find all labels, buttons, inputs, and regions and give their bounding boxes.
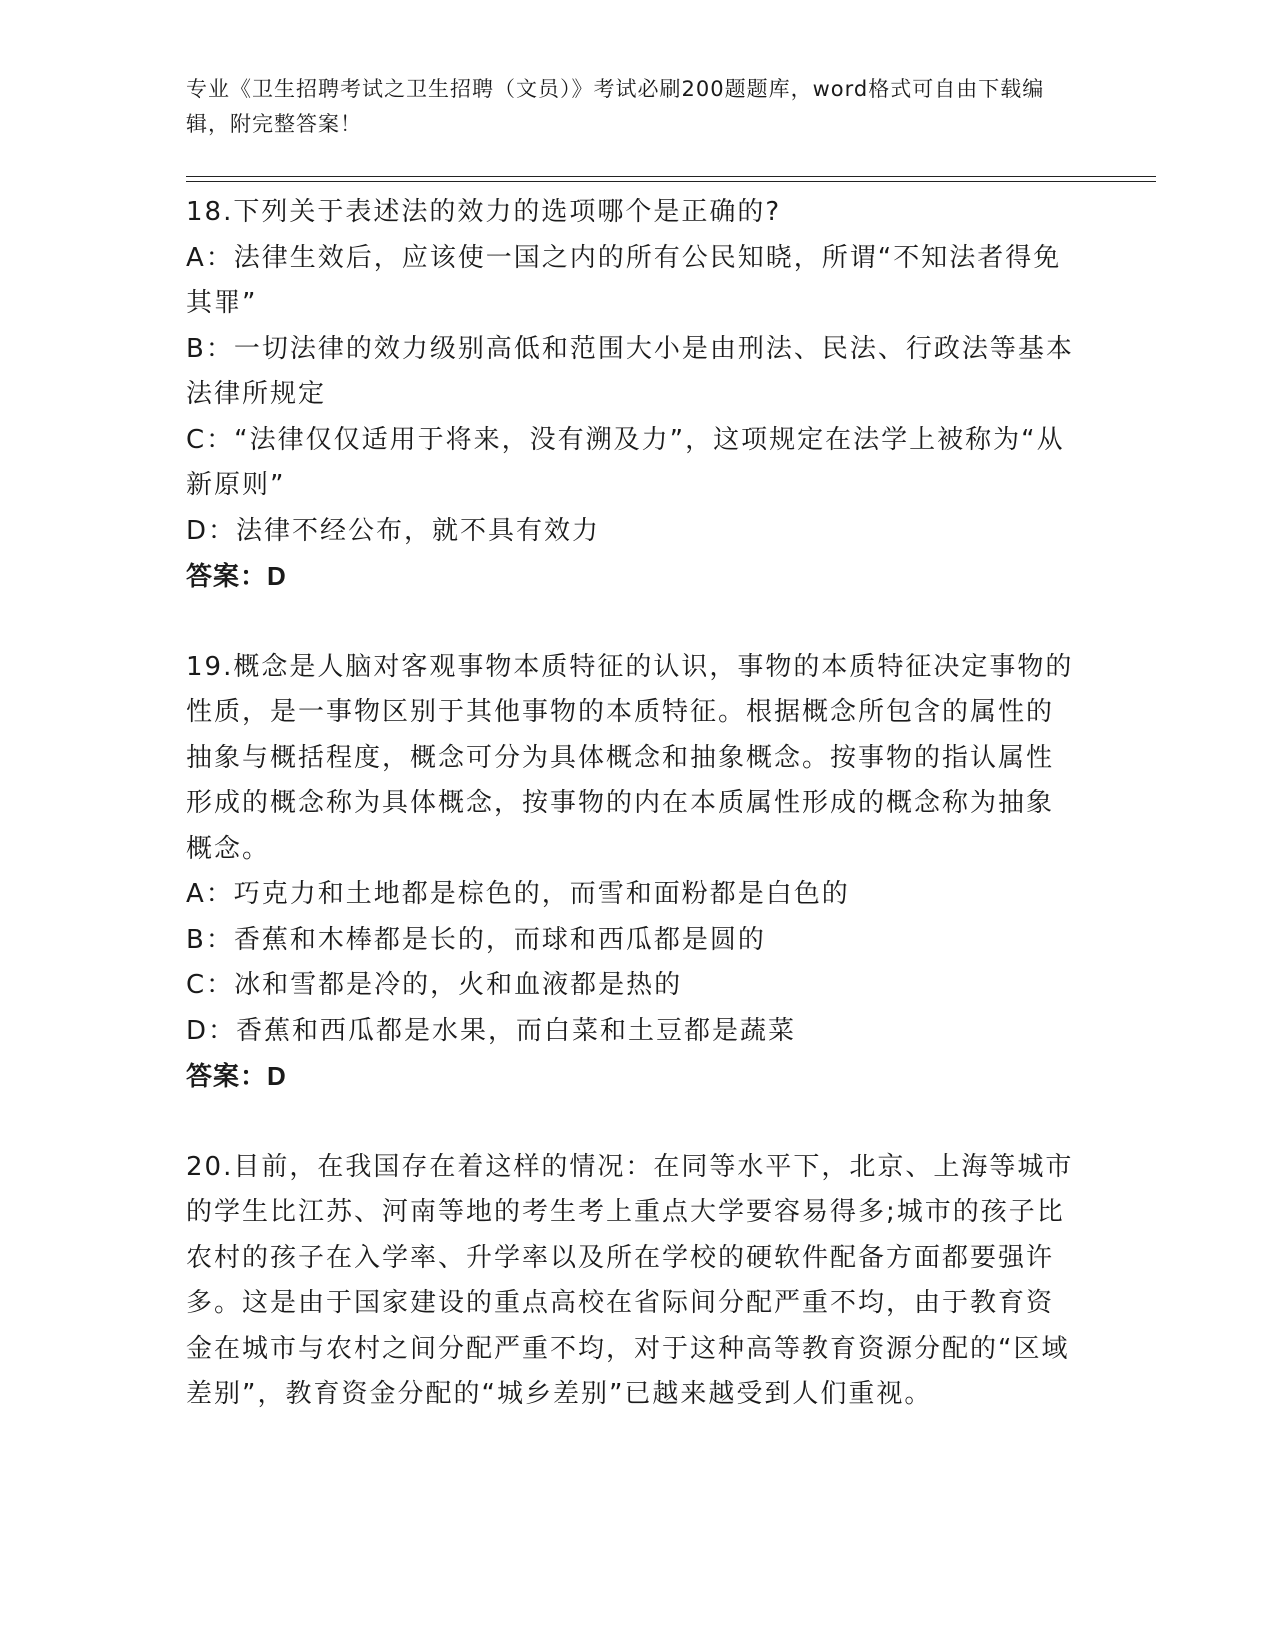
question-20 — [186, 1145, 1076, 1418]
option-a: A：巧克力和土地都是棕色的，而雪和面粉都是白色的 — [186, 879, 850, 909]
option-a: A：法律生效后，应该使一国之内的所有公民知晓，所谓“不知法者得免其罪” — [186, 242, 1062, 318]
option-d: D：法律不经公布，就不具有效力 — [186, 515, 601, 546]
question-stem: 18.下列关于表述法的效力的选项哪个是正确的? — [186, 197, 782, 227]
option-c: C：冰和雪都是冷的，火和血液都是热的 — [186, 970, 683, 1000]
answer-label: 答案：D — [186, 561, 287, 591]
question-list — [186, 190, 1076, 1418]
option-c: C：“法律仅仅适用于将来，没有溯及力”，这项规定在法学上被称为“从新原则” — [186, 424, 1065, 500]
answer-label: 答案：D — [186, 1061, 287, 1091]
question-18 — [186, 190, 1076, 600]
option-b: B：香蕉和木棒都是长的，而球和西瓜都是圆的 — [186, 924, 766, 955]
header-divider-top — [186, 176, 1156, 177]
question-19 — [186, 645, 1076, 1100]
document-header: 专业《卫生招聘考试之卫生招聘（文员）》考试必刷200题题库，word格式可自由下载编辑，附完整答案！ — [186, 77, 1045, 136]
header-divider-bottom — [186, 181, 1156, 182]
question-stem: 19.概念是人脑对客观事物本质特征的认识，事物的本质特征决定事物的性质，是一事物区别于其他事物的本质特征。根据概念所包含的属性的抽象与概括程度，概念可分为具体概念和抽象概念。按事物的指认属性形成的概念称为具体概念，按事物的内在本质属性形成的概念称为抽象概念。 — [186, 651, 1074, 864]
option-b: B：一切法律的效力级别高低和范围大小是由刑法、民法、行政法等基本法律所规定 — [186, 333, 1074, 409]
question-gap — [186, 600, 1076, 645]
question-stem: 20.目前，在我国存在着这样的情况：在同等水平下，北京、上海等城市的学生比江苏、河南等地的考生考上重点大学要容易得多;城市的孩子比农村的孩子在入学率、升学率以及所在学校的硬软件配备方面都要强许多。这是由于国家建设的重点高校在省际间分配严重不均，由于教育资金在城市与农村之间分配严重不均，对于这种高等教育资源分配的“区域差别”，教育资金分配的“城乡差别”已越来越受到人们重视。 — [186, 1151, 1074, 1409]
question-gap — [186, 1100, 1076, 1145]
option-d: D：香蕉和西瓜都是水果，而白菜和土豆都是蔬菜 — [186, 1015, 797, 1046]
